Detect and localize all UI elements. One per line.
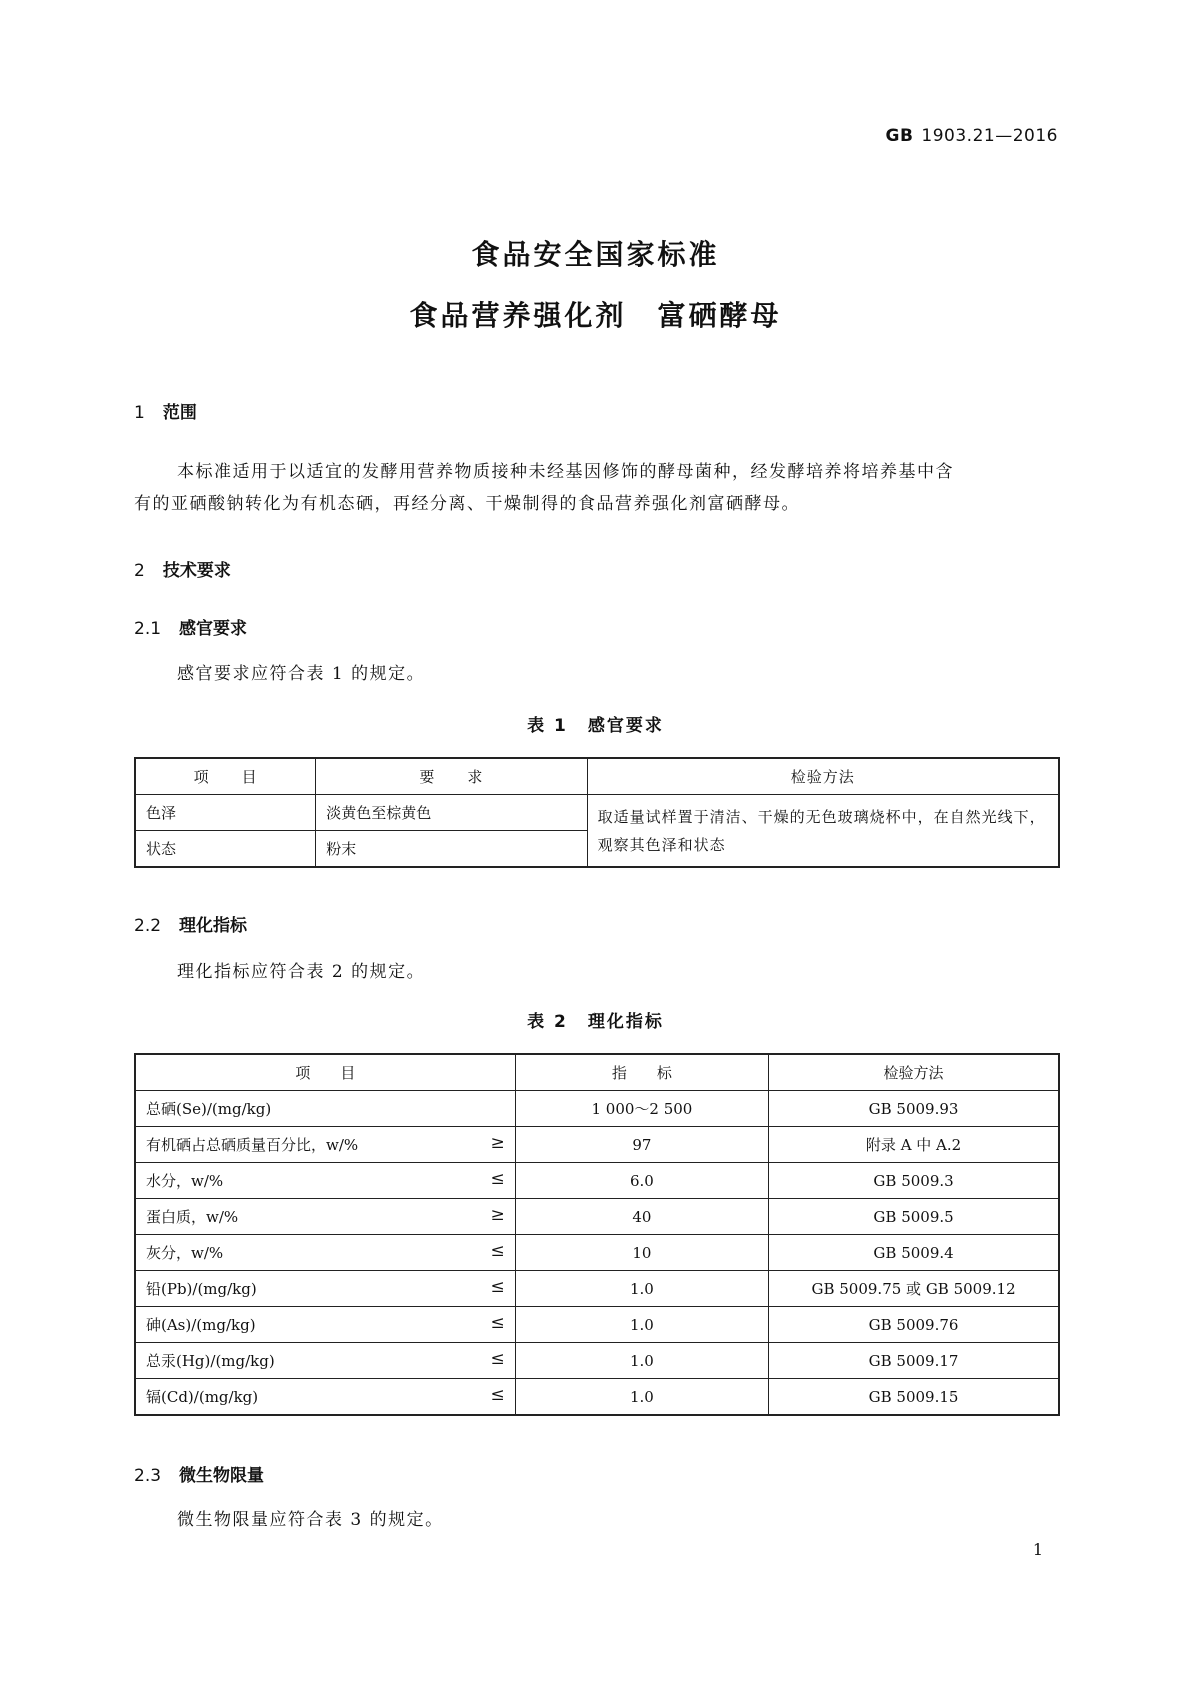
table-2-caption bbox=[0, 1007, 1191, 1032]
section-title: 技术要求 bbox=[162, 561, 231, 581]
section-number: 1 bbox=[134, 403, 145, 423]
header-item: 项 目 bbox=[135, 1054, 515, 1091]
cell-value: 1.0 bbox=[515, 1307, 768, 1343]
cell-item bbox=[135, 1271, 515, 1307]
section-1-paragraph-line2: 有的亚硒酸钠转化为有机态硒，再经分离、干燥制得的食品营养强化剂富硒酵母。 bbox=[134, 494, 800, 514]
caption-number: 表 2 bbox=[527, 1012, 568, 1032]
cell-item bbox=[135, 1091, 515, 1127]
item-label: 铅(Pb)/(mg/kg) bbox=[146, 1280, 257, 1298]
document-title: 食品安全国家标准 bbox=[471, 238, 720, 271]
cell-method: GB 5009.75 或 GB 5009.12 bbox=[769, 1271, 1059, 1307]
section-2-3-heading bbox=[134, 1461, 264, 1486]
cell-method: GB 5009.17 bbox=[769, 1343, 1059, 1379]
cell-value: 1.0 bbox=[515, 1379, 768, 1416]
section-number: 2.3 bbox=[134, 1466, 162, 1486]
section-2-heading bbox=[134, 556, 231, 581]
cell-item bbox=[135, 1163, 515, 1199]
comparison-symbol: ≥ bbox=[490, 1205, 505, 1225]
cell-value: 10 bbox=[515, 1235, 768, 1271]
table-row bbox=[135, 1091, 1059, 1127]
cell-item bbox=[135, 1307, 515, 1343]
page-number: 1 bbox=[1032, 1540, 1043, 1559]
section-2-2-heading bbox=[134, 911, 247, 936]
header-method: 检验方法 bbox=[769, 1054, 1059, 1091]
cell-item bbox=[135, 1379, 515, 1416]
cell-method: GB 5009.76 bbox=[769, 1307, 1059, 1343]
caption-title: 感官要求 bbox=[587, 716, 664, 736]
standard-number: 1903.21—2016 bbox=[921, 126, 1058, 146]
table-header-row bbox=[135, 758, 1059, 795]
section-title: 范围 bbox=[162, 403, 197, 423]
cell-value: 1.0 bbox=[515, 1343, 768, 1379]
cell-value: 1.0 bbox=[515, 1271, 768, 1307]
cell-item bbox=[135, 1199, 515, 1235]
item-label: 总硒(Se)/(mg/kg) bbox=[146, 1100, 272, 1118]
comparison-symbol: ≤ bbox=[490, 1313, 505, 1333]
comparison-symbol: ≥ bbox=[490, 1133, 505, 1153]
cell-method: 附录 A 中 A.2 bbox=[769, 1127, 1059, 1163]
cell-value: 1 000～2 500 bbox=[515, 1091, 768, 1127]
section-number: 2.1 bbox=[134, 619, 162, 639]
cell-requirement: 淡黄色至棕黄色 bbox=[316, 795, 587, 831]
table-row bbox=[135, 1235, 1059, 1271]
table-1-caption bbox=[0, 711, 1191, 736]
item-label: 蛋白质，w/% bbox=[146, 1208, 239, 1226]
caption-number: 表 1 bbox=[527, 716, 568, 736]
section-title: 理化指标 bbox=[179, 916, 248, 936]
standard-prefix: GB bbox=[885, 126, 914, 146]
item-label: 有机硒占总硒质量百分比，w/% bbox=[146, 1136, 359, 1154]
cell-method: GB 5009.93 bbox=[769, 1091, 1059, 1127]
section-2-1-paragraph: 感官要求应符合表 1 的规定。 bbox=[177, 664, 426, 684]
cell-method: GB 5009.5 bbox=[769, 1199, 1059, 1235]
item-label: 水分，w/% bbox=[146, 1172, 224, 1190]
comparison-symbol: ≤ bbox=[490, 1349, 505, 1369]
cell-method: GB 5009.3 bbox=[769, 1163, 1059, 1199]
table-2-physicochemical bbox=[134, 1053, 1060, 1416]
cell-item: 状态 bbox=[135, 831, 316, 868]
section-title: 微生物限量 bbox=[179, 1466, 265, 1486]
section-1-heading bbox=[134, 398, 197, 423]
comparison-symbol: ≤ bbox=[490, 1169, 505, 1189]
caption-title: 理化指标 bbox=[587, 1012, 664, 1032]
cell-method: GB 5009.4 bbox=[769, 1235, 1059, 1271]
cell-item bbox=[135, 1235, 515, 1271]
header-value: 指 标 bbox=[515, 1054, 768, 1091]
table-header-row bbox=[135, 1054, 1059, 1091]
item-label: 镉(Cd)/(mg/kg) bbox=[146, 1388, 259, 1406]
cell-value: 97 bbox=[515, 1127, 768, 1163]
table-row bbox=[135, 1379, 1059, 1416]
section-1-paragraph-line1: 本标准适用于以适宜的发酵用营养物质接种未经基因修饰的酵母菌种，经发酵培养将培养基中含 bbox=[177, 462, 954, 482]
header-requirement: 要 求 bbox=[316, 758, 587, 795]
section-2-3-paragraph: 微生物限量应符合表 3 的规定。 bbox=[177, 1510, 444, 1530]
cell-value: 6.0 bbox=[515, 1163, 768, 1199]
comparison-symbol: ≤ bbox=[490, 1385, 505, 1405]
table-row bbox=[135, 1307, 1059, 1343]
header-method: 检验方法 bbox=[587, 758, 1059, 795]
document-subtitle: 食品营养强化剂 富硒酵母 bbox=[409, 299, 782, 332]
comparison-symbol: ≤ bbox=[490, 1277, 505, 1297]
section-title: 感官要求 bbox=[179, 619, 248, 639]
section-2-2-paragraph: 理化指标应符合表 2 的规定。 bbox=[177, 962, 426, 982]
item-label: 灰分，w/% bbox=[146, 1244, 224, 1262]
item-label: 总汞(Hg)/(mg/kg) bbox=[146, 1352, 275, 1370]
table-row bbox=[135, 1271, 1059, 1307]
comparison-symbol: ≤ bbox=[490, 1241, 505, 1261]
cell-value: 40 bbox=[515, 1199, 768, 1235]
section-number: 2 bbox=[134, 561, 145, 581]
cell-method: GB 5009.15 bbox=[769, 1379, 1059, 1416]
cell-item bbox=[135, 1343, 515, 1379]
section-2-1-heading bbox=[134, 614, 247, 639]
header-item: 项 目 bbox=[135, 758, 316, 795]
table-1-sensory bbox=[134, 757, 1060, 868]
cell-method: 取适量试样置于清洁、干燥的无色玻璃烧杯中，在自然光线下，观察其色泽和状态 bbox=[587, 795, 1059, 868]
table-row bbox=[135, 795, 1059, 831]
item-label: 砷(As)/(mg/kg) bbox=[146, 1316, 256, 1334]
cell-requirement: 粉末 bbox=[316, 831, 587, 868]
table-row bbox=[135, 1343, 1059, 1379]
cell-item: 色泽 bbox=[135, 795, 316, 831]
standard-code bbox=[886, 126, 1059, 146]
table-row bbox=[135, 1163, 1059, 1199]
section-number: 2.2 bbox=[134, 916, 162, 936]
cell-item bbox=[135, 1127, 515, 1163]
table-row bbox=[135, 1127, 1059, 1163]
table-row bbox=[135, 1199, 1059, 1235]
